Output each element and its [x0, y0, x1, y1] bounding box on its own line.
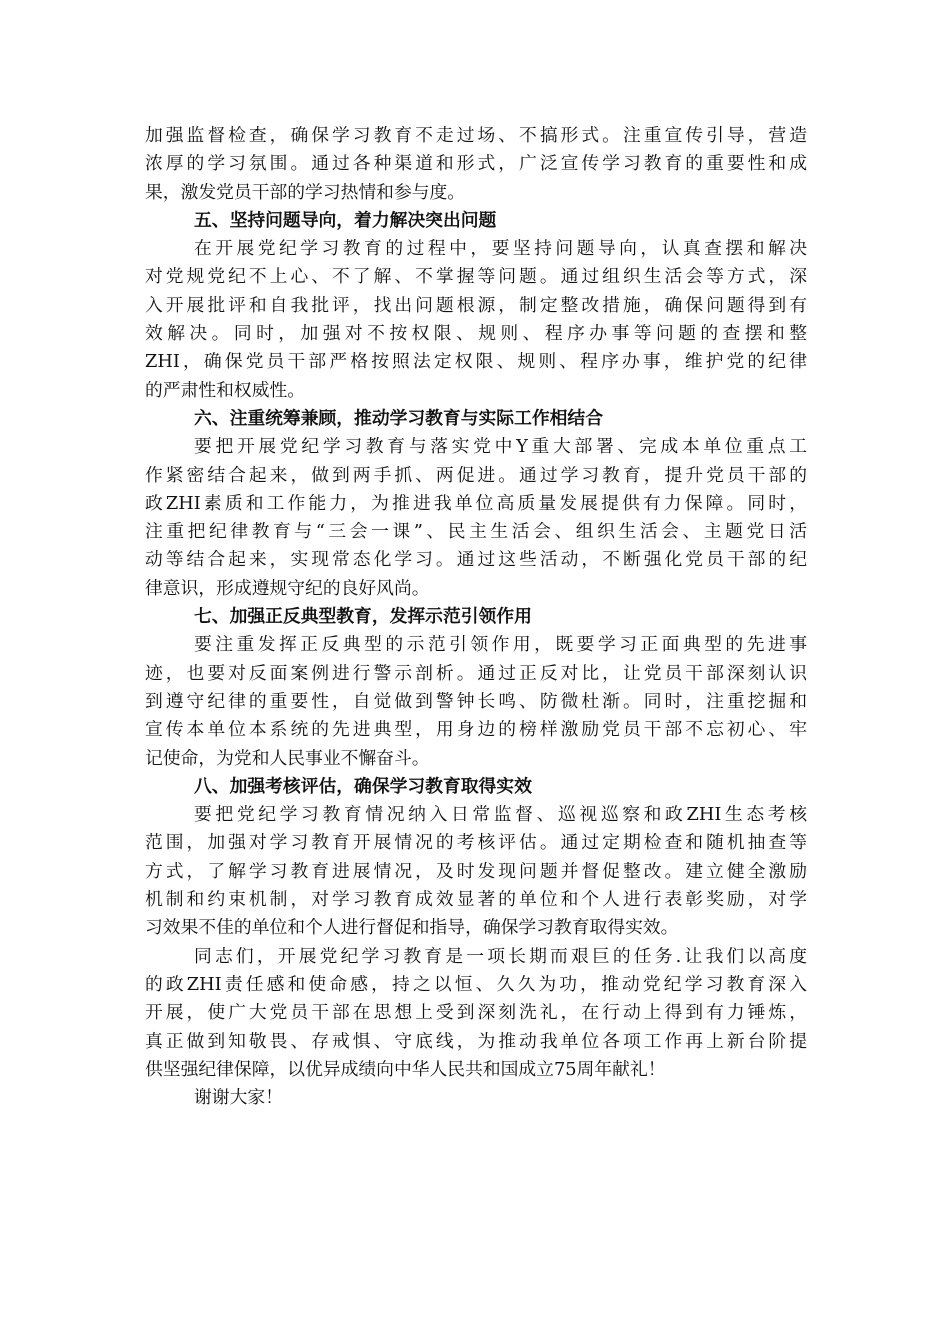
- paragraph-line: 到遵守纪律的重要性，自觉做到警钟长鸣、防微杜渐。同时，注重挖掘和: [145, 690, 807, 712]
- paragraph: [145, 235, 807, 405]
- paragraph-line: 供坚强纪律保障，以优异成绩向中华人民共和国成立75周年献礼！: [145, 1058, 666, 1080]
- paragraph: [145, 631, 807, 772]
- paragraph-line: 谢谢大家！: [194, 1087, 283, 1109]
- paragraph: [145, 1084, 807, 1112]
- document-page: [145, 122, 807, 1112]
- paragraph-line: 范围，加强对学习教育开展情况的考核评估。通过定期检查和随机抽查等: [145, 832, 807, 854]
- paragraph-line: 宣传本单位本系统的先进典型，用身边的榜样激励党员干部不忘初心、牢: [145, 719, 807, 741]
- section-heading: 五、坚持问题导向，着力解决突出问题: [194, 209, 497, 231]
- paragraph-line: 浓厚的学习氛围。通过各种渠道和形式，广泛宣传学习教育的重要性和成: [145, 153, 807, 175]
- paragraph-line: 同志们，开展党纪学习教育是一项长期而艰巨的任务.让我们以高度: [194, 945, 807, 967]
- paragraph-line: 效解决。同时，加强对不按权限、规则、程序办事等问题的查摆和整: [145, 323, 807, 345]
- paragraph-line: 加强监督检查，确保学习教育不走过场、不搞形式。注重宣传引导，营造: [145, 125, 807, 146]
- paragraph-line: 的政ZHI责任感和使命感，持之以恒、久久为功，推动党纪学习教育深入: [145, 973, 807, 995]
- paragraph-line: 要把开展党纪学习教育与落实党中Y重大部署、完成本单位重点工: [194, 436, 807, 458]
- paragraph-line: 入开展批评和自我批评，找出问题根源，制定整改措施，确保问题得到有: [145, 294, 807, 316]
- paragraph: [145, 122, 807, 207]
- paragraph-line: 真正做到知敬畏、存戒惧、守底线，为推动我单位各项工作再上新台阶提: [145, 1030, 807, 1052]
- section-heading: 七、加强正反典型教育，发挥示范引领作用: [194, 606, 532, 628]
- section-heading: 六、注重统筹兼顾，推动学习教育与实际工作相结合: [194, 407, 603, 429]
- paragraph-line: 果，激发党员干部的学习热情和参与度。: [145, 181, 466, 203]
- paragraph: [145, 943, 807, 1084]
- paragraph: [145, 801, 807, 942]
- paragraph-line: 政ZHI素质和工作能力，为推进我单位高质量发展提供有力保障。同时，: [145, 492, 807, 514]
- paragraph-line: 迹，也要对反面案例进行警示剖析。通过正反对比，让党员干部深刻认识: [145, 662, 807, 684]
- paragraph-line: 记使命，为党和人民事业不懈奋斗。: [145, 747, 430, 769]
- paragraph-line: 在开展党纪学习教育的过程中，要坚持问题导向，认真查摆和解决: [194, 238, 807, 260]
- paragraph-line: 要注重发挥正反典型的示范引领作用，既要学习正面典型的先进事: [194, 634, 807, 656]
- paragraph-line: 作紧密结合起来，做到两手抓、两促进。通过学习教育，提升党员干部的: [145, 464, 807, 486]
- paragraph-line: 的严肃性和权威性。: [145, 379, 306, 401]
- paragraph: [145, 433, 807, 603]
- paragraph-line: 动等结合起来，实现常态化学习。通过这些活动，不断强化党员干部的纪: [145, 549, 807, 571]
- paragraph-line: 习效果不佳的单位和个人进行督促和指导，确保学习教育取得实效。: [145, 917, 679, 939]
- paragraph-line: 律意识，形成遵规守纪的良好风尚。: [145, 577, 430, 599]
- paragraph-line: 机制和约束机制，对学习教育成效显著的单位和个人进行表彰奖励，对学: [145, 889, 807, 911]
- paragraph-line: 方式，了解学习教育进展情况，及时发现问题并督促整改。建立健全激励: [145, 860, 807, 882]
- paragraph-line: 注重把纪律教育与“三会一课”、民主生活会、组织生活会、主题党日活: [145, 521, 807, 543]
- paragraph-line: 要把党纪学习教育情况纳入日常监督、巡视巡察和政ZHI生态考核: [194, 804, 807, 826]
- paragraph-line: 开展，使广大党员干部在思想上受到深刻洗礼，在行动上得到有力锤炼，: [145, 1002, 807, 1024]
- paragraph-line: 对党规党纪不上心、不了解、不掌握等问题。通过组织生活会等方式，深: [145, 266, 807, 288]
- paragraph-line: ZHI，确保党员干部严格按照法定权限、规则、程序办事，维护党的纪律: [145, 351, 807, 373]
- section-heading: 八、加强考核评估，确保学习教育取得实效: [194, 775, 532, 797]
